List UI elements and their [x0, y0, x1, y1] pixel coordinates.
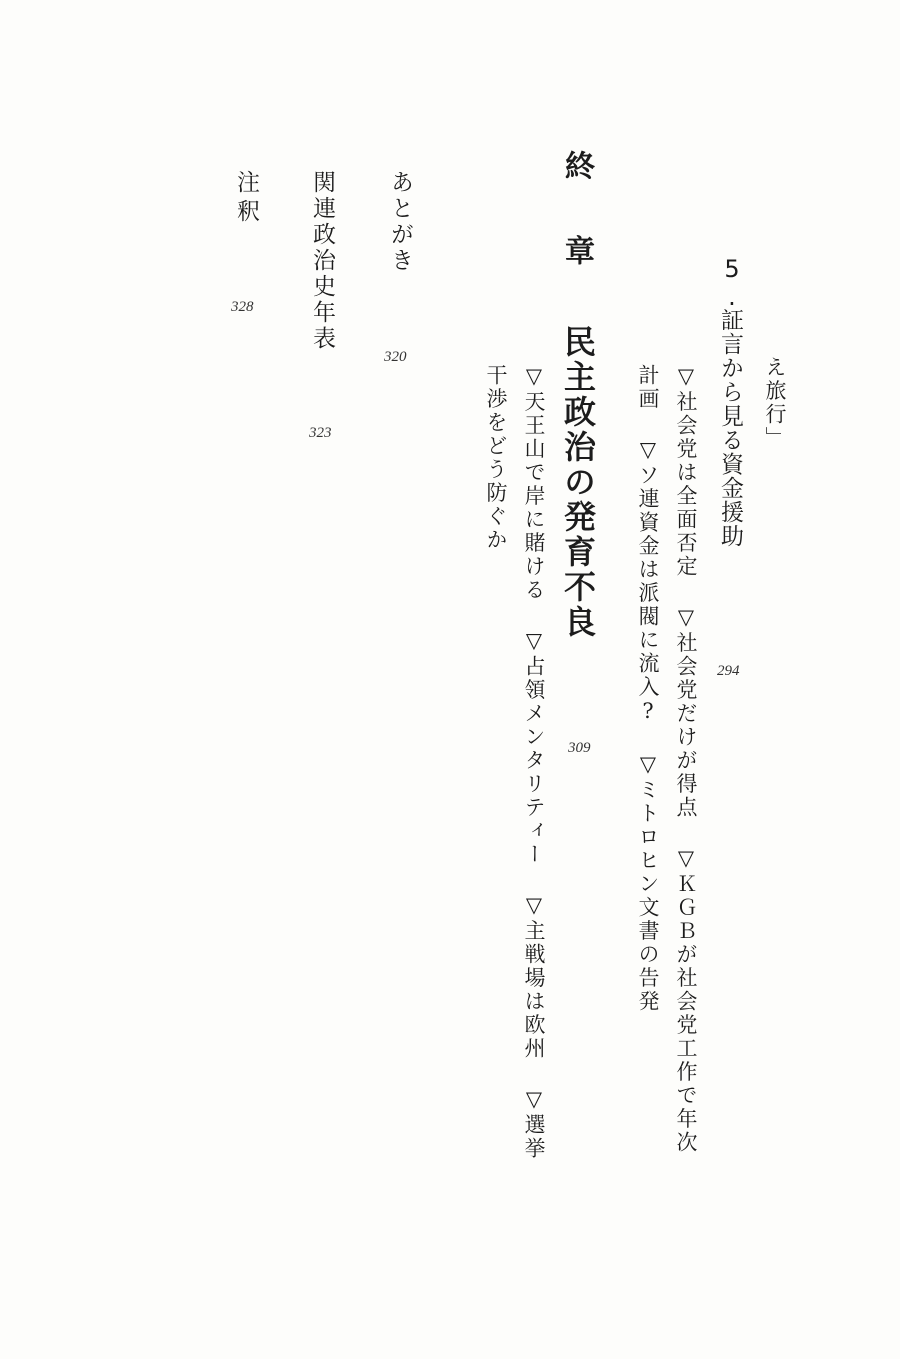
notes-page: 328 — [231, 299, 254, 315]
section-5-line-2: 計画 ▽ソ連資金は派閥に流入? ▽ミトロヒン文書の告発 — [636, 364, 660, 1014]
notes-label: 注釈 — [233, 170, 259, 228]
final-chapter-line-1: ▽天王山で岸に賭ける ▽占領メンタリティー ▽主戦場は欧州 ▽選挙 — [522, 364, 546, 1161]
section-5-title: 証言から見る資金援助 — [717, 308, 743, 548]
afterword-page: 320 — [384, 349, 407, 365]
afterword-label: あとがき — [387, 170, 413, 274]
section-5-page: 294 — [717, 663, 740, 679]
final-chapter-title: 民主政治の発育不良 — [559, 325, 597, 640]
section-5-number: 5. — [718, 255, 746, 311]
chronology-page: 323 — [309, 425, 332, 441]
chronology-label: 関連政治史年表 — [309, 170, 335, 352]
final-chapter-label: 終 章 — [559, 150, 594, 275]
section-5-line-1: ▽社会党は全面否定 ▽社会党だけが得点 ▽ＫＧＢが社会党工作で年次 — [674, 364, 698, 1155]
continued-line: え旅行」 — [763, 356, 787, 450]
final-chapter-page: 309 — [568, 740, 591, 756]
final-chapter-line-2: 干渉をどう防ぐか — [484, 364, 508, 552]
